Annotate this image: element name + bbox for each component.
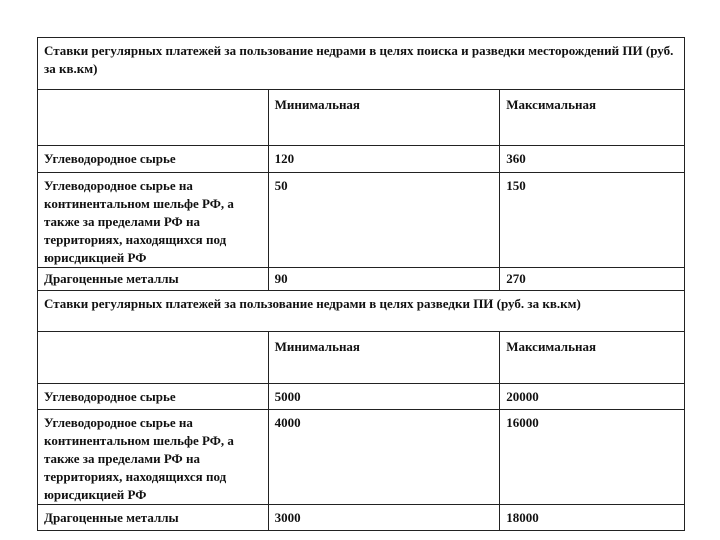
max-value: 18000 bbox=[500, 505, 685, 531]
section-title: Ставки регулярных платежей за пользование недрами в целях разведки ПИ (руб. за кв.км) bbox=[38, 291, 685, 332]
row-label: Драгоценные металлы bbox=[38, 268, 269, 291]
max-value: 150 bbox=[500, 173, 685, 268]
row-label: Углеводородное сырье на континентальном шельфе РФ, а также за пределами РФ на территориях, находящихся под юрисдикцией РФ bbox=[38, 410, 269, 505]
table-row bbox=[38, 268, 685, 291]
table-row bbox=[38, 173, 685, 268]
column-header-min: Минимальная bbox=[268, 90, 500, 146]
min-value: 3000 bbox=[268, 505, 500, 531]
table-row bbox=[38, 410, 685, 505]
table-row bbox=[38, 505, 685, 531]
column-header-min: Минимальная bbox=[268, 332, 500, 384]
row-label: Углеводородное сырье на континентальном шельфе РФ, а также за пределами РФ на территориях, находящихся под юрисдикцией РФ bbox=[38, 173, 269, 268]
table-row bbox=[38, 384, 685, 410]
min-value: 120 bbox=[268, 146, 500, 173]
min-value: 50 bbox=[268, 173, 500, 268]
min-value: 4000 bbox=[268, 410, 500, 505]
row-label: Углеводородное сырье bbox=[38, 146, 269, 173]
section-title: Ставки регулярных платежей за пользование недрами в целях поиска и разведки месторождений ПИ (руб. за кв.км) bbox=[38, 38, 685, 90]
rates-table bbox=[37, 37, 685, 531]
max-value: 16000 bbox=[500, 410, 685, 505]
row-label: Драгоценные металлы bbox=[38, 505, 269, 531]
empty-header-cell bbox=[38, 332, 269, 384]
max-value: 270 bbox=[500, 268, 685, 291]
table-row bbox=[38, 146, 685, 173]
column-header-max: Максимальная bbox=[500, 332, 685, 384]
min-value: 90 bbox=[268, 268, 500, 291]
column-header-max: Максимальная bbox=[500, 90, 685, 146]
min-value: 5000 bbox=[268, 384, 500, 410]
empty-header-cell bbox=[38, 90, 269, 146]
row-label: Углеводородное сырье bbox=[38, 384, 269, 410]
max-value: 20000 bbox=[500, 384, 685, 410]
max-value: 360 bbox=[500, 146, 685, 173]
